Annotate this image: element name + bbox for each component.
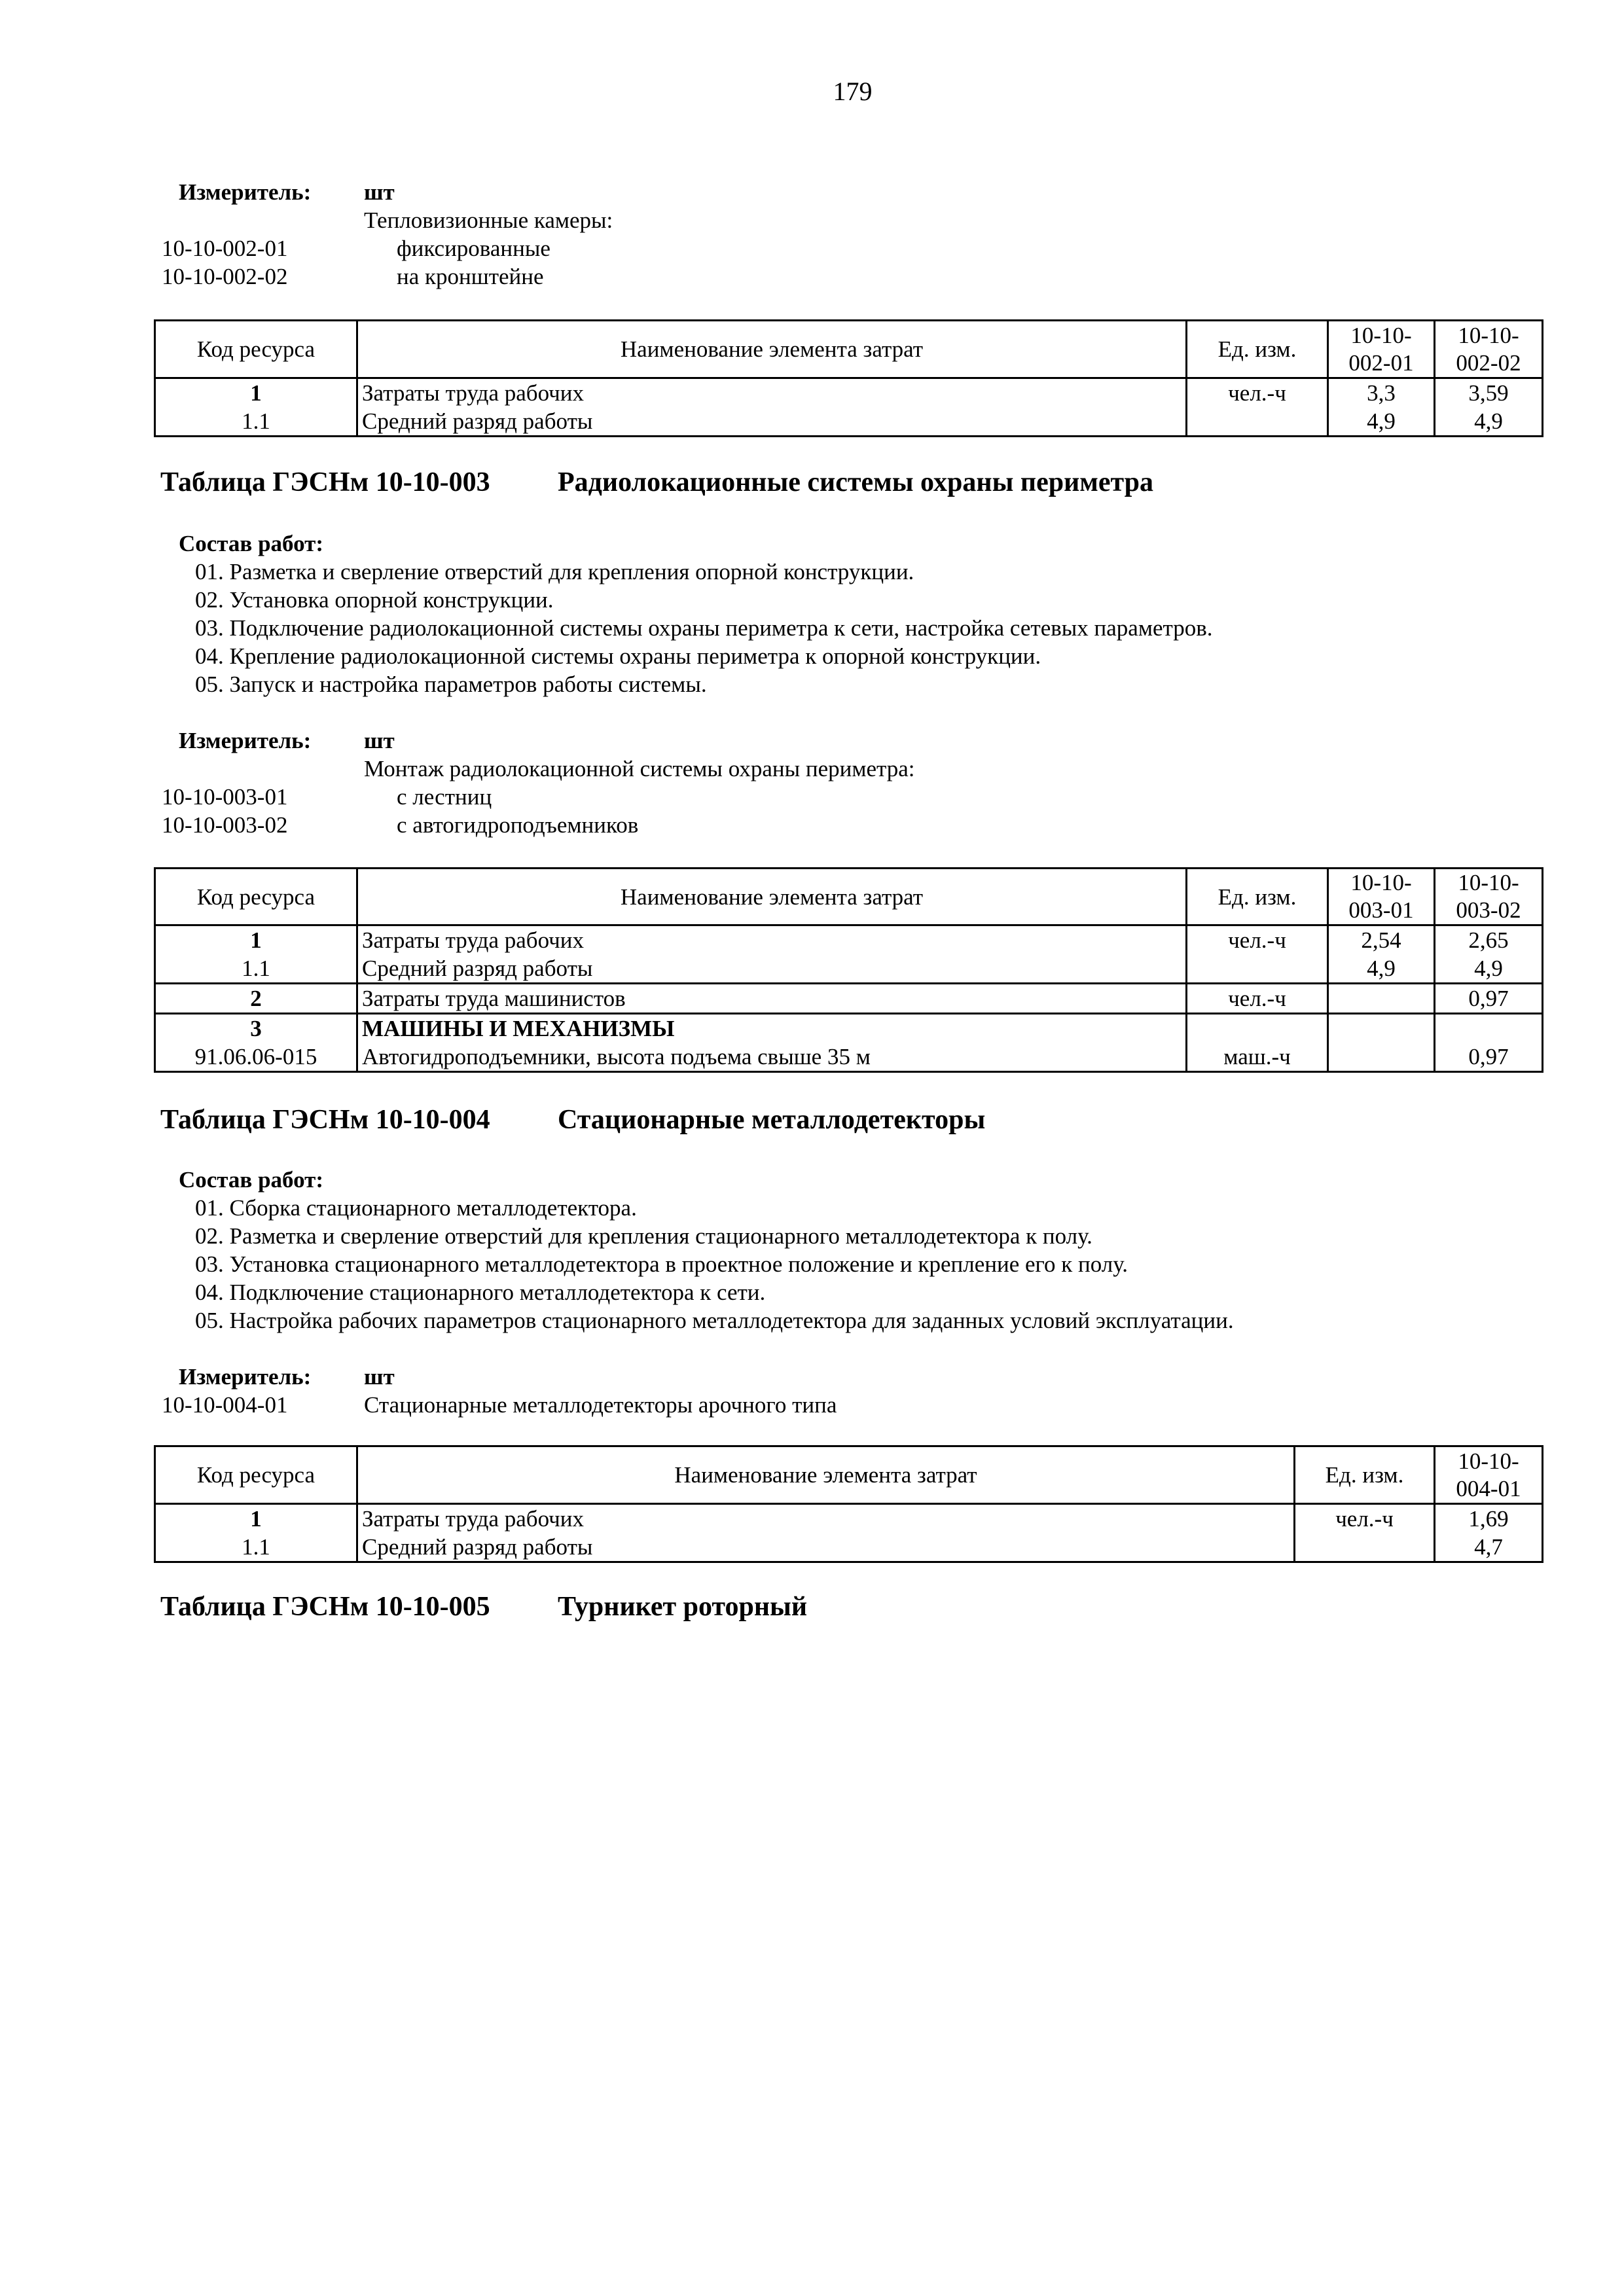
item-group-title: Тепловизионные камеры: [364, 207, 613, 233]
header-col-1: 10-10- 003-01 [1328, 869, 1435, 925]
item-code: 10-10-002-01 [162, 236, 288, 261]
table-header-row [155, 321, 1543, 378]
item-group-title: Монтаж радиолокационной системы охраны периметра: [364, 756, 915, 781]
header-name: Наименование элемента затрат [357, 869, 1187, 925]
work-step: 03. Установка стационарного металлодетектора в проектное положение и крепление его к полу. [195, 1251, 1128, 1277]
cost-table-10-10-002 [154, 319, 1543, 437]
work-step: 05. Запуск и настройка параметров работы системы. [195, 672, 707, 697]
table-header-row [155, 1446, 1543, 1504]
section-title: Радиолокационные системы охраны периметра [558, 467, 1154, 497]
table-label: Таблица ГЭСНм 10-10-005 [160, 1592, 490, 1622]
header-col-2: 10-10- 002-02 [1435, 321, 1543, 378]
header-code: Код ресурса [155, 321, 357, 378]
work-step: 01. Разметка и сверление отверстий для крепления опорной конструкции. [195, 559, 914, 584]
table-label: Таблица ГЭСНм 10-10-003 [160, 467, 490, 497]
work-step: 04. Крепление радиолокационной системы охраны периметра к опорной конструкции. [195, 643, 1041, 669]
header-name: Наименование элемента затрат [357, 321, 1187, 378]
header-unit: Ед. изм. [1295, 1446, 1435, 1504]
item-name: фиксированные [397, 236, 550, 261]
table-row: 3 МАШИНЫ И МЕХАНИЗМЫ [155, 1014, 1543, 1043]
header-col-1: 10-10- 004-01 [1435, 1446, 1543, 1504]
table-row: 1.1 Средний разряд работы 4,7 [155, 1533, 1543, 1562]
cost-table-10-10-004 [154, 1445, 1543, 1563]
table-row: 1.1 Средний разряд работы 4,9 4,9 [155, 407, 1543, 437]
composition-label: Состав работ: [179, 1167, 323, 1193]
header-unit: Ед. изм. [1187, 869, 1328, 925]
item-code: 10-10-003-02 [162, 812, 288, 838]
measure-unit: шт [364, 728, 395, 753]
composition-label: Состав работ: [179, 531, 323, 556]
work-step: 04. Подключение стационарного металлодетектора к сети. [195, 1280, 766, 1305]
table-label: Таблица ГЭСНм 10-10-004 [160, 1105, 490, 1135]
item-code: 10-10-003-01 [162, 784, 288, 810]
table-row: 1.1 Средний разряд работы 4,9 4,9 [155, 954, 1543, 984]
item-name: с автогидроподъемников [397, 812, 639, 838]
table-header-row [155, 869, 1543, 925]
item-name: на кронштейне [397, 264, 544, 289]
page-number: 179 [833, 77, 873, 106]
item-code: 10-10-002-02 [162, 264, 288, 289]
header-col-1: 10-10- 002-01 [1328, 321, 1435, 378]
header-name: Наименование элемента затрат [357, 1446, 1295, 1504]
table-row: 2 Затраты труда машинистов чел.-ч 0,97 [155, 984, 1543, 1014]
work-step: 01. Сборка стационарного металлодетектора. [195, 1195, 637, 1221]
header-code: Код ресурса [155, 869, 357, 925]
measure-label: Измеритель: [179, 179, 312, 205]
work-step: 05. Настройка рабочих параметров стационарного металлодетектора для заданных условий эксплуатации. [195, 1308, 1234, 1333]
work-step: 02. Установка опорной конструкции. [195, 587, 554, 613]
header-unit: Ед. изм. [1187, 321, 1328, 378]
item-name: Стационарные металлодетекторы арочного типа [364, 1392, 837, 1418]
measure-unit: шт [364, 179, 395, 205]
header-code: Код ресурса [155, 1446, 357, 1504]
item-code: 10-10-004-01 [162, 1392, 288, 1418]
table-row: 1 Затраты труда рабочих чел.-ч 2,54 2,65 [155, 925, 1543, 955]
work-step: 02. Разметка и сверление отверстий для крепления стационарного металлодетектора к полу. [195, 1223, 1092, 1249]
cost-table-10-10-003 [154, 867, 1543, 1073]
table-row: 1 Затраты труда рабочих чел.-ч 1,69 [155, 1504, 1543, 1534]
measure-label: Измеритель: [179, 1364, 312, 1390]
table-row: 91.06.06-015 Автогидроподъемники, высота подъема свыше 35 м маш.-ч 0,97 [155, 1043, 1543, 1072]
work-step: 03. Подключение радиолокационной системы охраны периметра к сети, настройка сетевых параметров. [195, 615, 1213, 641]
item-name: с лестниц [397, 784, 492, 810]
section-title: Стационарные металлодетекторы [558, 1105, 986, 1135]
measure-label: Измеритель: [179, 728, 312, 753]
section-title: Турникет роторный [558, 1592, 808, 1622]
table-row: 1 Затраты труда рабочих чел.-ч 3,3 3,59 [155, 378, 1543, 408]
measure-unit: шт [364, 1364, 395, 1390]
header-col-2: 10-10- 003-02 [1435, 869, 1543, 925]
